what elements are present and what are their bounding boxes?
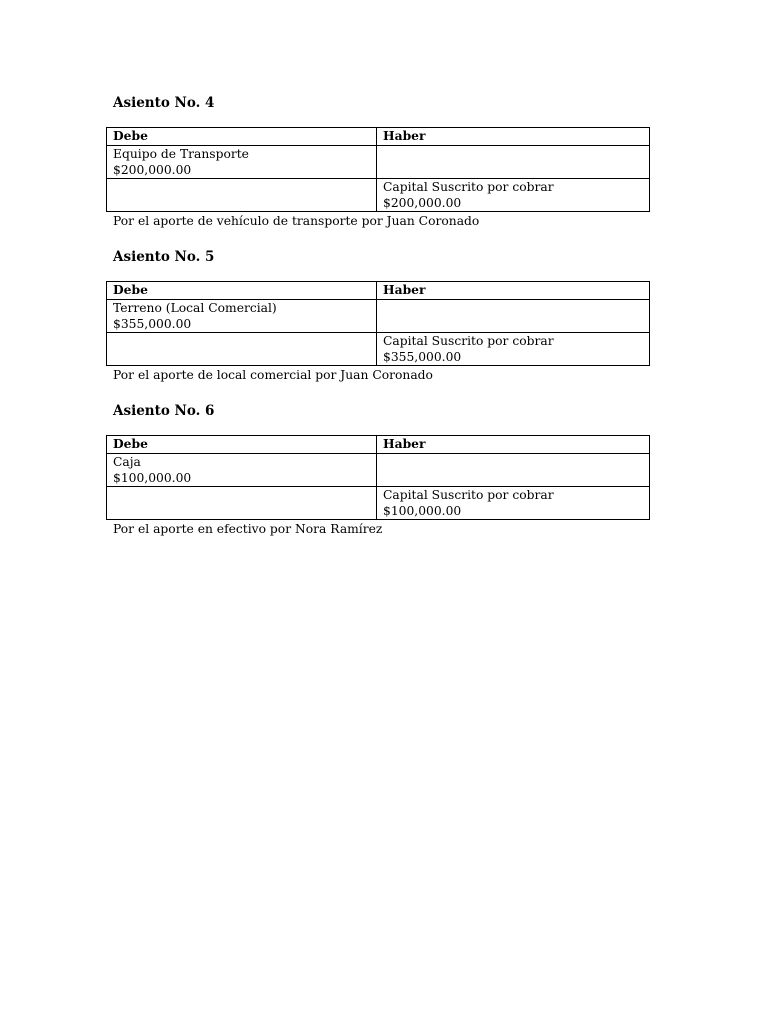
debit-account: Caja	[113, 455, 141, 469]
debe-header: Debe	[107, 436, 377, 454]
credit-cell	[377, 179, 650, 212]
ledger-table	[106, 281, 650, 366]
empty-debit-cell	[107, 179, 377, 212]
credit-row	[107, 487, 650, 520]
entry-note: Por el aporte de local comercial por Juan Coronado	[113, 368, 433, 382]
table-header-row	[107, 436, 650, 454]
empty-credit-cell	[377, 146, 650, 179]
credit-amount: $100,000.00	[383, 504, 462, 518]
debit-row	[107, 300, 650, 333]
haber-header: Haber	[377, 128, 650, 146]
debit-cell	[107, 300, 377, 333]
debit-account: Terreno (Local Comercial)	[113, 301, 277, 315]
haber-header: Haber	[377, 436, 650, 454]
credit-account: Capital Suscrito por cobrar	[383, 334, 554, 348]
empty-debit-cell	[107, 333, 377, 366]
table-header-row	[107, 128, 650, 146]
entry-note: Por el aporte de vehículo de transporte por Juan Coronado	[113, 214, 480, 228]
debit-cell	[107, 454, 377, 487]
debit-cell	[107, 146, 377, 179]
entry-title: Asiento No. 6	[113, 403, 215, 419]
debe-header: Debe	[107, 282, 377, 300]
haber-header: Haber	[377, 282, 650, 300]
credit-account: Capital Suscrito por cobrar	[383, 488, 554, 502]
debe-header: Debe	[107, 128, 377, 146]
debit-account: Equipo de Transporte	[113, 147, 249, 161]
credit-row	[107, 333, 650, 366]
credit-cell	[377, 487, 650, 520]
empty-credit-cell	[377, 300, 650, 333]
credit-amount: $200,000.00	[383, 196, 462, 210]
empty-credit-cell	[377, 454, 650, 487]
entry-note: Por el aporte en efectivo por Nora Ramírez	[113, 522, 383, 536]
debit-amount: $355,000.00	[113, 317, 192, 331]
empty-debit-cell	[107, 487, 377, 520]
ledger-table	[106, 127, 650, 212]
credit-cell	[377, 333, 650, 366]
entry-title: Asiento No. 5	[113, 249, 215, 265]
entry-title: Asiento No. 4	[113, 95, 215, 111]
debit-row	[107, 146, 650, 179]
debit-row	[107, 454, 650, 487]
table-header-row	[107, 282, 650, 300]
ledger-table	[106, 435, 650, 520]
debit-amount: $200,000.00	[113, 163, 192, 177]
credit-account: Capital Suscrito por cobrar	[383, 180, 554, 194]
debit-amount: $100,000.00	[113, 471, 192, 485]
credit-row	[107, 179, 650, 212]
credit-amount: $355,000.00	[383, 350, 462, 364]
